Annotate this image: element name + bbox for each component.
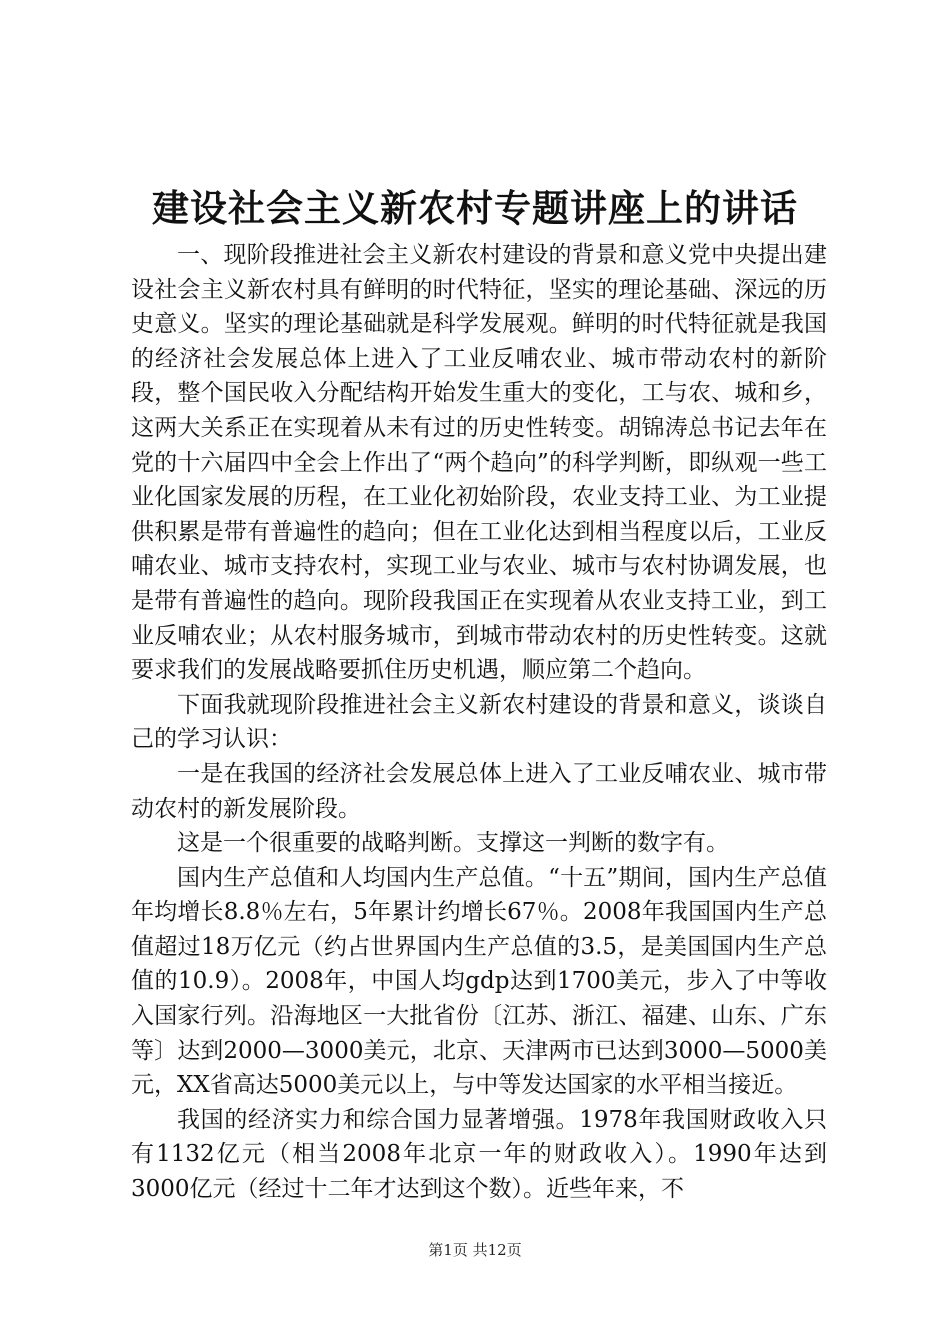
document-body bbox=[131, 238, 827, 1207]
paragraph: 一是在我国的经济社会发展总体上进入了工业反哺农业、城市带动农村的新发展阶段。 bbox=[131, 760, 827, 822]
page-number-footer: 第1页 共12页 bbox=[428, 1241, 522, 1259]
paragraph: 这是一个很重要的战略判断。支撑这一判断的数字有。 bbox=[177, 830, 729, 857]
paragraph: 一、现阶段推进社会主义新农村建设的背景和意义党中央提出建设社会主义新农村具有鲜明的时代特征，坚实的理论基础、深远的历史意义。坚实的理论基础就是科学发展观。鲜明的时代特征就是我国的经济社会发展总体上进入了工业反哺农业、城市带动农村的新阶段，整个国民收入分配结构开始发生重大的变化，工与农、城和乡，这两大关系正在实现着从未有过的历史性转变。胡锦涛总书记去年在党的十六届四中全会上作出了“两个趋向”的科学判断，即纵观一些工业化国家发展的历程，在工业化初始阶段，农业支持工业、为工业提供积累是带有普遍性的趋向；但在工业化达到相当程度以后，工业反哺农业、城市支持农村，实现工业与农业、城市与农村协调发展，也是带有普遍性的趋向。现阶段我国正在实现着从农业支持工业，到工业反哺农业；从农村服务城市，到城市带动农村的历史性转变。这就要求我们的发展战略要抓住历史机遇，顺应第二个趋向。 bbox=[131, 242, 827, 684]
paragraph: 国内生产总值和人均国内生产总值。“十五”期间，国内生产总值年均增长8.8％左右，5年累计约增长67％。2008年我国国内生产总值超过18万亿元（约占世界国内生产总值的3.5，是美国国内生产总值的10.9）。2008年，中国人均gdp达到1700美元，步入了中等收入国家行列。沿海地区一大批省份〔江苏、浙江、福建、山东、广东等〕达到2000—3000美元，北京、天津两市已达到3000—5000美元，XX省高达5000美元以上，与中等发达国家的水平相当接近。 bbox=[131, 864, 827, 1099]
paragraph: 我国的经济实力和综合国力显著增强。1978年我国财政收入只有1132亿元（相当2008年北京一年的财政收入）。1990年达到3000亿元（经过十二年才达到这个数）。近些年来，不 bbox=[131, 1106, 827, 1203]
paragraph: 下面我就现阶段推进社会主义新农村建设的背景和意义，谈谈自己的学习认识： bbox=[131, 691, 827, 753]
document-title: 建设社会主义新农村专题讲座上的讲话 bbox=[152, 186, 798, 230]
